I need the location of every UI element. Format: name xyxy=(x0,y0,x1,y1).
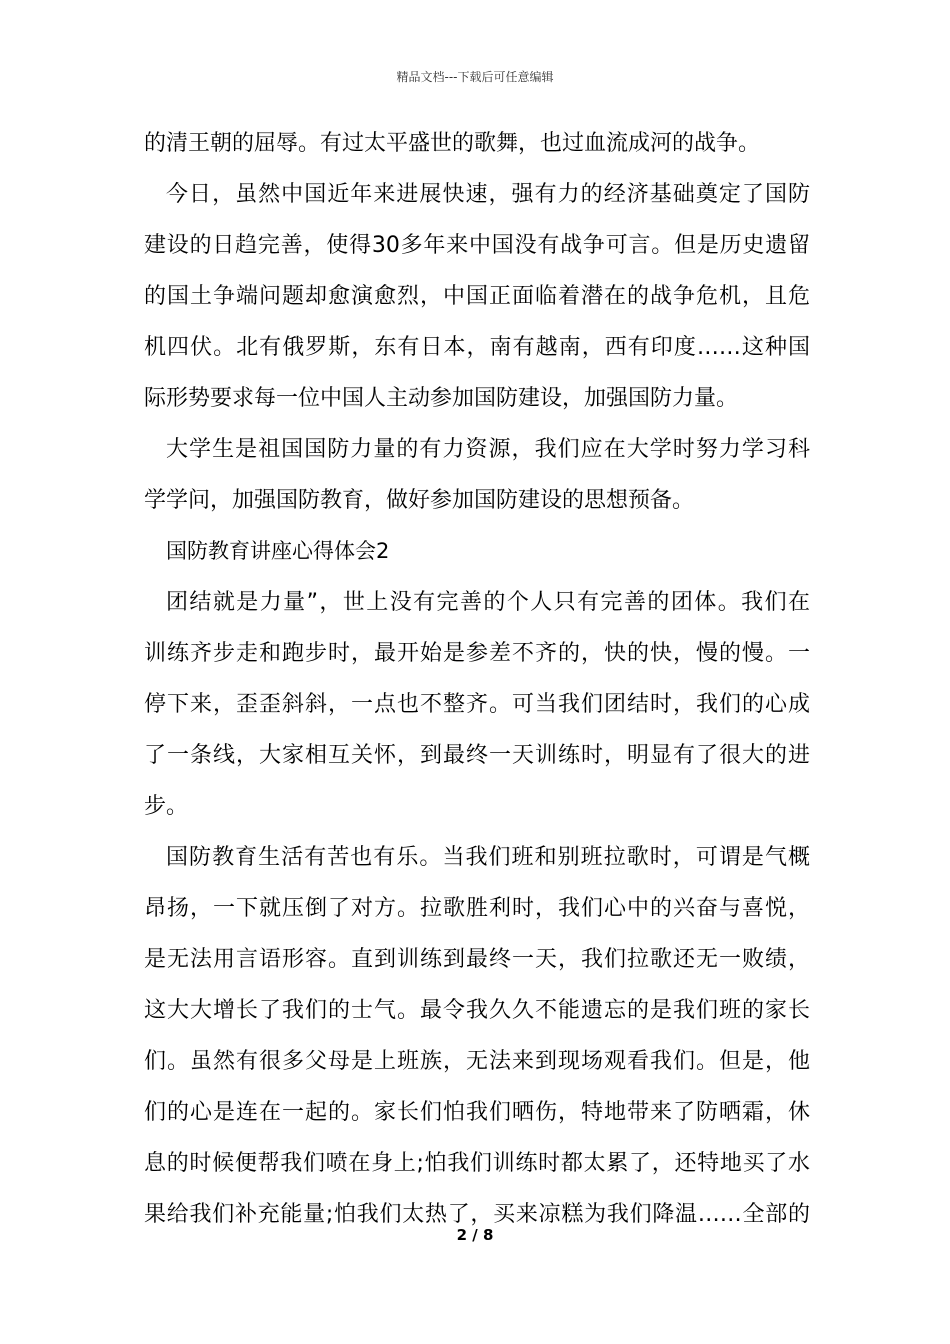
text-line: 建设的日趋完善，使得30多年来中国没有战争可言。但是历史遗留 xyxy=(144,233,810,258)
text-line: 步。 xyxy=(144,794,189,819)
paragraph-start-line: 国防教育生活有苦也有乐。当我们班和别班拉歌时，可谓是气概 xyxy=(166,845,810,870)
text-line: 训练齐步走和跑步时，最开始是参差不齐的，快的快，慢的慢。一 xyxy=(144,641,810,666)
text-line: 是无法用言语形容。直到训练到最终一天，我们拉歌还无一败绩， xyxy=(144,947,810,972)
paragraph-start-line: 今日，虽然中国近年来进展快速，强有力的经济基础奠定了国防 xyxy=(166,182,810,207)
page-header: 精品文档---下载后可任意编辑 xyxy=(396,70,554,84)
text-line: 息的时候便帮我们喷在身上;怕我们训练时都太累了，还特地买了水 xyxy=(144,1151,810,1176)
text-line: 们的心是连在一起的。家长们怕我们晒伤，特地带来了防晒霜，休 xyxy=(144,1100,810,1125)
text-line: 果给我们补充能量;怕我们太热了，买来凉糕为我们降温……全部的 xyxy=(144,1202,810,1227)
paragraph-start-line: 大学生是祖国国防力量的有力资源，我们应在大学时努力学习科 xyxy=(166,437,810,462)
section-heading: 国防教育讲座心得体会2 xyxy=(166,539,390,563)
text-line: 的国土争端问题却愈演愈烈，中国正面临着潜在的战争危机，且危 xyxy=(144,284,810,309)
text-line: 际形势要求每一位中国人主动参加国防建设，加强国防力量。 xyxy=(144,386,739,411)
page-number: 2 / 8 xyxy=(456,1226,494,1244)
text-line: 机四伏。北有俄罗斯，东有日本，南有越南，西有印度……这种国 xyxy=(144,335,810,360)
text-line: 这大大增长了我们的士气。最令我久久不能遗忘的是我们班的家长 xyxy=(144,998,810,1023)
text-line: 学学问，加强国防教育，做好参加国防建设的思想预备。 xyxy=(144,488,695,513)
text-line: 停下来，歪歪斜斜，一点也不整齐。可当我们团结时，我们的心成 xyxy=(144,692,810,717)
text-line: 昂扬，一下就压倒了对方。拉歌胜利时，我们心中的兴奋与喜悦， xyxy=(144,896,810,921)
paragraph-start-line: 团结就是力量”，世上没有完善的个人只有完善的团体。我们在 xyxy=(166,590,810,615)
document-body xyxy=(144,118,810,1240)
text-line: 的清王朝的屈辱。有过太平盛世的歌舞，也过血流成河的战争。 xyxy=(144,131,761,156)
text-line: 了一条线，大家相互关怀，到最终一天训练时，明显有了很大的进 xyxy=(144,743,810,768)
text-line: 们。虽然有很多父母是上班族，无法来到现场观看我们。但是，他 xyxy=(144,1049,810,1074)
